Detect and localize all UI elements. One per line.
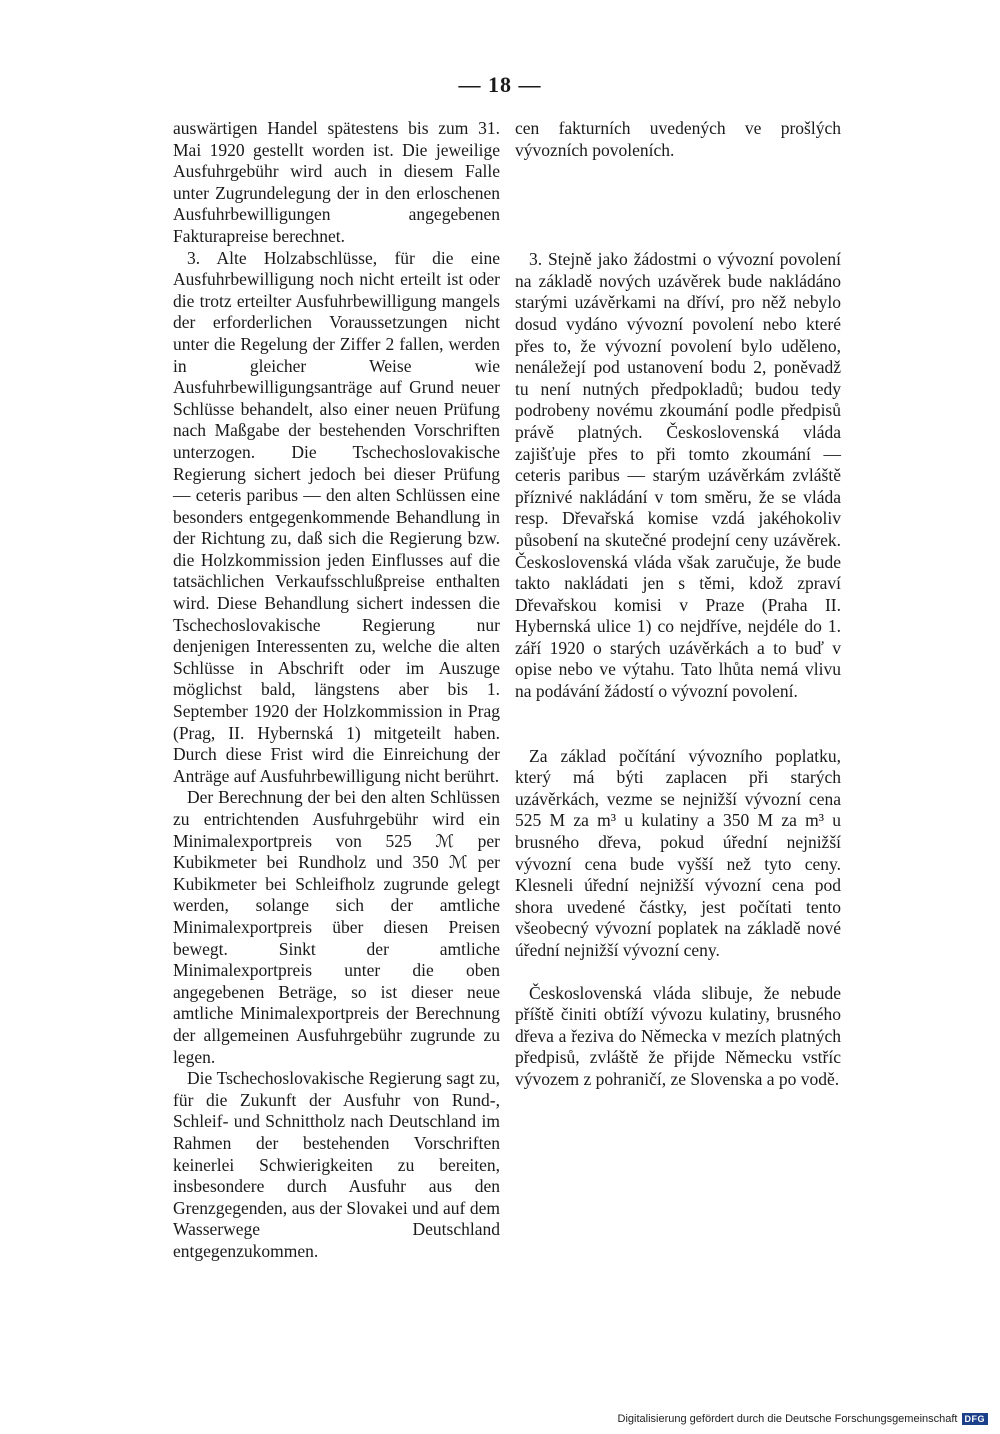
digitization-credit: [618, 1413, 988, 1425]
column-spacer: [515, 703, 841, 746]
czech-paragraph-4: Československá vláda slibuje, že nebude příště činiti obtíží vývozu kulatiny, brusného dřeva a řeziva do Německa v mezích platných předpisů, zvláště že přijde Německu vstříc vývozem z pohraničí, ze Slovenska a po vodě.: [515, 982, 841, 1089]
column-spacer: [515, 962, 841, 983]
czech-paragraph-3: Za základ počítání vývozního poplatku, který má býti zaplacen při starých uzávěrkách, vezme se nejnižší vývozní cena 525 M za m³ u kulatiny a 350 M za m³ u brusného dřeva, pokud úřední nejnižší vývozní cena bude vyšší než tyto ceny. Klesneli úřední nejnižší vývozní cena pod shora uvedené částky, jest počítati tento všeobecný vývozní poplatek na základě nové úřední nejnižší vývozní ceny.: [515, 745, 841, 960]
german-column: [173, 118, 500, 1262]
page-number: — 18 —: [458, 72, 542, 97]
german-paragraph-2: 3. Alte Holzabschlüsse, für die eine Ausfuhrbewilligung noch nicht erteilt ist oder die trotz erteilter Ausfuhrbewilligung mangels der erforderlichen Voraussetzungen nicht unter die Regelung der Ziffer 2 fallen, werden in gleicher Weise wie Ausfuhrbewilligungsanträge auf Grund neuer Schlüsse behandelt, also einer neuen Prüfung nach Maßgabe der bestehenden Vorschriften unterzogen. Die Tschechoslovakische Regierung sichert jedoch bei dieser Prüfung — ceteris paribus — den alten Schlüssen eine besonders entgegenkommende Behandlung in der Richtung zu, daß sich die Regierung bzw. die Holzkommission jeden Einflusses auf die tatsächlichen Verkaufsschlußpreise enthalten wird. Diese Behandlung sichert indessen die Tschechoslovakische Regierung nur denjenigen Interessenten zu, welche die alten Schlüsse in Abschrift oder im Auszuge möglichst bald, längstens aber bis 1. September 1920 der Holzkommission in Prag (Prag, II. Hybernská 1) mitgeteilt haben. Durch diese Frist wird die Einreichung der Anträge auf Ausfuhrbewilligung nicht berührt.: [173, 247, 500, 786]
german-paragraph-3: Der Berechnung der bei den alten Schlüssen zu entrichtenden Ausfuhrgebühr wird ein Minimalexportpreis von 525 ℳ per Kubikmeter bei Rundholz und 350 ℳ per Kubikmeter bei Schleifholz zugrunde gelegt werden, solange sich der amtliche Minimalexportpreis über diesen Preisen bewegt. Sinkt der amtliche Minimalexportpreis unter die oben angegebenen Beträge, so ist dieser neue amtliche Minimalexportpreis der Berechnung der allgemeinen Ausfuhrgebühr zugrunde zu legen.: [173, 787, 500, 1067]
german-paragraph-4: Die Tschechoslovakische Regierung sagt zu, für die Zukunft der Ausfuhr von Rund-, Schleif- und Schnittholz nach Deutschland im Rahmen der bestehenden Vorschriften keinerlei Schwierigkeiten zu bereiten, insbesondere durch Ausfuhr aus den Grenzgegenden, aus der Slovakei und auf dem Wasserwege Deutschland entgegenzukommen.: [173, 1068, 500, 1261]
column-spacer: [515, 161, 841, 249]
dfg-logo-icon: DFG: [962, 1413, 989, 1425]
czech-column: [515, 118, 841, 1091]
czech-paragraph-1: cen fakturních uvedených ve prošlých vývozních povoleních.: [515, 118, 841, 160]
german-paragraph-1: auswärtigen Handel spätestens bis zum 31. Mai 1920 gestellt worden ist. Die jeweilige Ausfuhrgebühr wird auch in diesem Falle unter Zugrundelegung der in den erloschenen Ausfuhrbewilligungen angegebenen Fakturapreise berechnet.: [173, 118, 500, 246]
czech-paragraph-2: 3. Stejně jako žádostmi o vývozní povolení na základě nových uzávěrek bude nakládáno starými uzávěrkami na dříví, pro něž nebylo dosud vydáno vývozní povolení nebo které přes to, že vývozní povolení bylo uděleno, nenáležejí pod ustanovení bodu 2, poněvadž tu není nutných předpokladů; budou tedy podrobeny novému zkoumání podle předpisů právě platných. Československá vláda zajišťuje přes to při tomto zkoumání — ceteris paribus — starým uzávěrkám zvláště příznivé nakládání v tom směru, že se vláda resp. Dřevařská komise vzdá jakéhokoliv působení na skutečné prodejní ceny uzávěrek. Československá vláda však zaručuje, že bude takto nakládati jen s těmi, kdož zpraví Dřevařskou komisi v Praze (Praha II. Hybernská ulice 1) co nejdříve, nejdéle do 1. září 1920 o starých uzávěrkách a to buď v opise nebo ve výtahu. Tato lhůta nemá vlivu na podávání žádostí o vývozní povolení.: [515, 249, 841, 702]
credit-text: Digitalisierung gefördert durch die Deutsche Forschungsgemeinschaft: [617, 1413, 958, 1425]
